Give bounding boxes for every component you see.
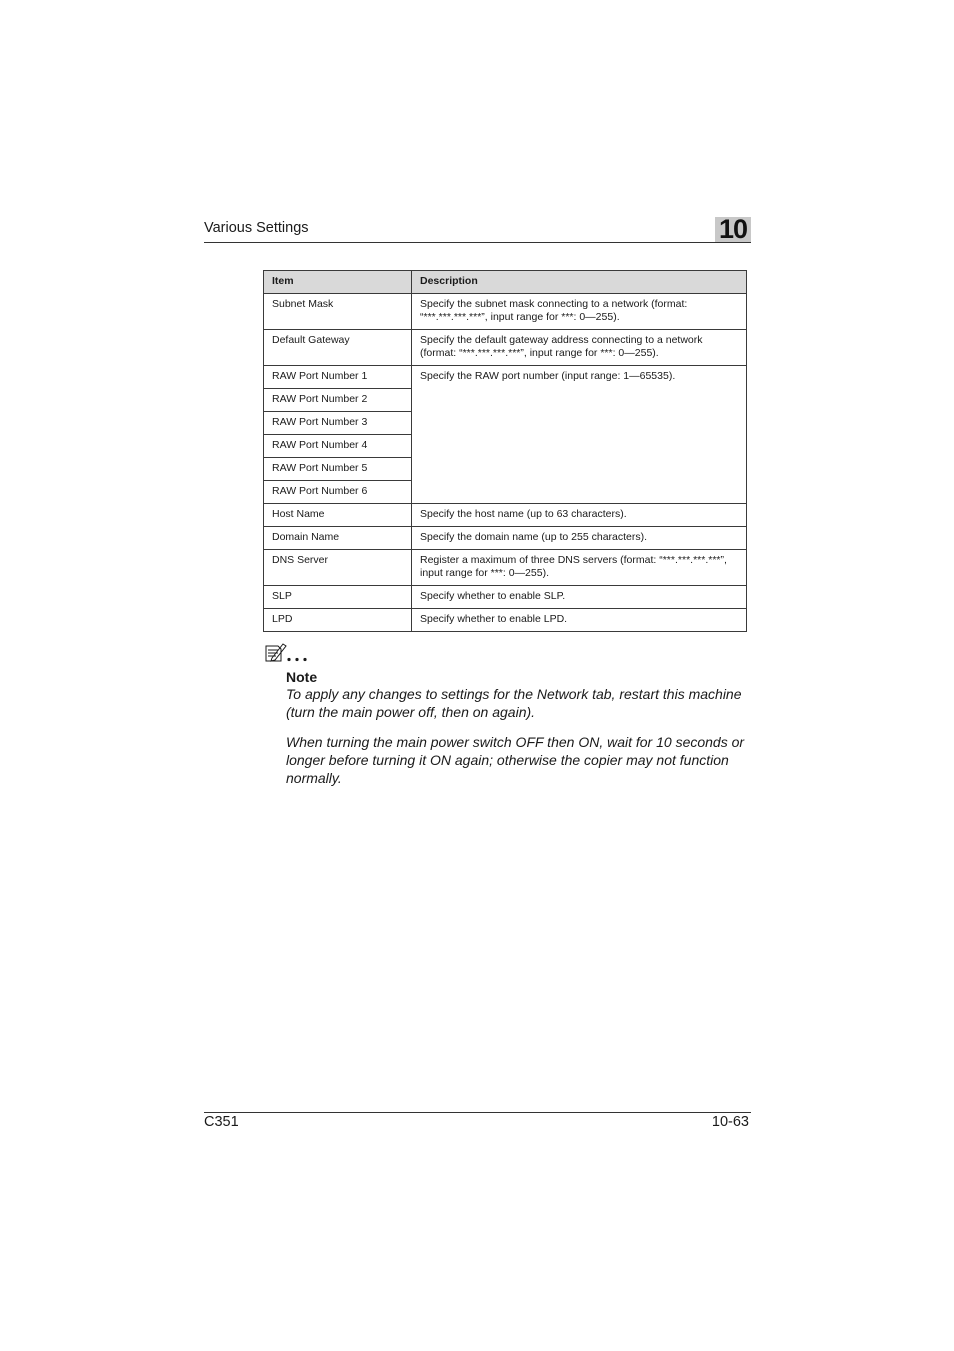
table-row (264, 586, 747, 609)
item-cell: RAW Port Number 5 (264, 458, 412, 481)
table-row (264, 294, 747, 330)
item-cell: Subnet Mask (264, 294, 412, 330)
item-cell: RAW Port Number 6 (264, 481, 412, 504)
item-cell: SLP (264, 586, 412, 609)
footer-model: C351 (204, 1114, 239, 1130)
item-cell: RAW Port Number 1 (264, 366, 412, 389)
item-cell: RAW Port Number 2 (264, 389, 412, 412)
footer-page-number: 10-63 (711, 1114, 749, 1130)
footer-rule (204, 1112, 751, 1113)
description-cell: Specify the RAW port number (input range: 1—65535). (412, 366, 747, 504)
column-header-description: Description (412, 271, 747, 294)
item-cell: RAW Port Number 3 (264, 412, 412, 435)
item-cell: RAW Port Number 4 (264, 435, 412, 458)
pencil-note-icon (264, 640, 312, 666)
table-row (264, 609, 747, 632)
item-cell: LPD (264, 609, 412, 632)
note-paragraph: When turning the main power switch OFF then ON, wait for 10 seconds or longer before turning it ON again; otherwise the copier may not function normally. (286, 734, 745, 786)
table-header-row (264, 271, 747, 294)
running-header-title: Various Settings (204, 220, 309, 236)
description-cell: Specify the domain name (up to 255 characters). (412, 527, 747, 550)
description-cell: Specify the host name (up to 63 characters). (412, 504, 747, 527)
description-cell: Specify whether to enable LPD. (412, 609, 747, 632)
column-header-item: Item (264, 271, 412, 294)
description-cell: Register a maximum of three DNS servers (format: “***.***.***.***”, input range for ***: 0—255). (412, 550, 747, 586)
note-paragraph: To apply any changes to settings for the Network tab, restart this machine (turn the main power off, then on again). (286, 686, 742, 720)
note-label: Note (286, 669, 318, 685)
table-row (264, 366, 747, 389)
description-cell: Specify the subnet mask connecting to a network (format: “***.***.***.***”, input range for ***: 0—255). (412, 294, 747, 330)
chapter-number-badge: 10 (715, 217, 751, 243)
table-row (264, 330, 747, 366)
table-row (264, 550, 747, 586)
item-cell: DNS Server (264, 550, 412, 586)
header-rule (204, 242, 751, 243)
table-row (264, 504, 747, 527)
settings-table (263, 270, 747, 632)
description-cell: Specify the default gateway address connecting to a network (format: “***.***.***.***”, input range for ***: 0—255). (412, 330, 747, 366)
item-cell: Domain Name (264, 527, 412, 550)
item-cell: Default Gateway (264, 330, 412, 366)
description-cell: Specify whether to enable SLP. (412, 586, 747, 609)
item-cell: Host Name (264, 504, 412, 527)
table-row (264, 527, 747, 550)
